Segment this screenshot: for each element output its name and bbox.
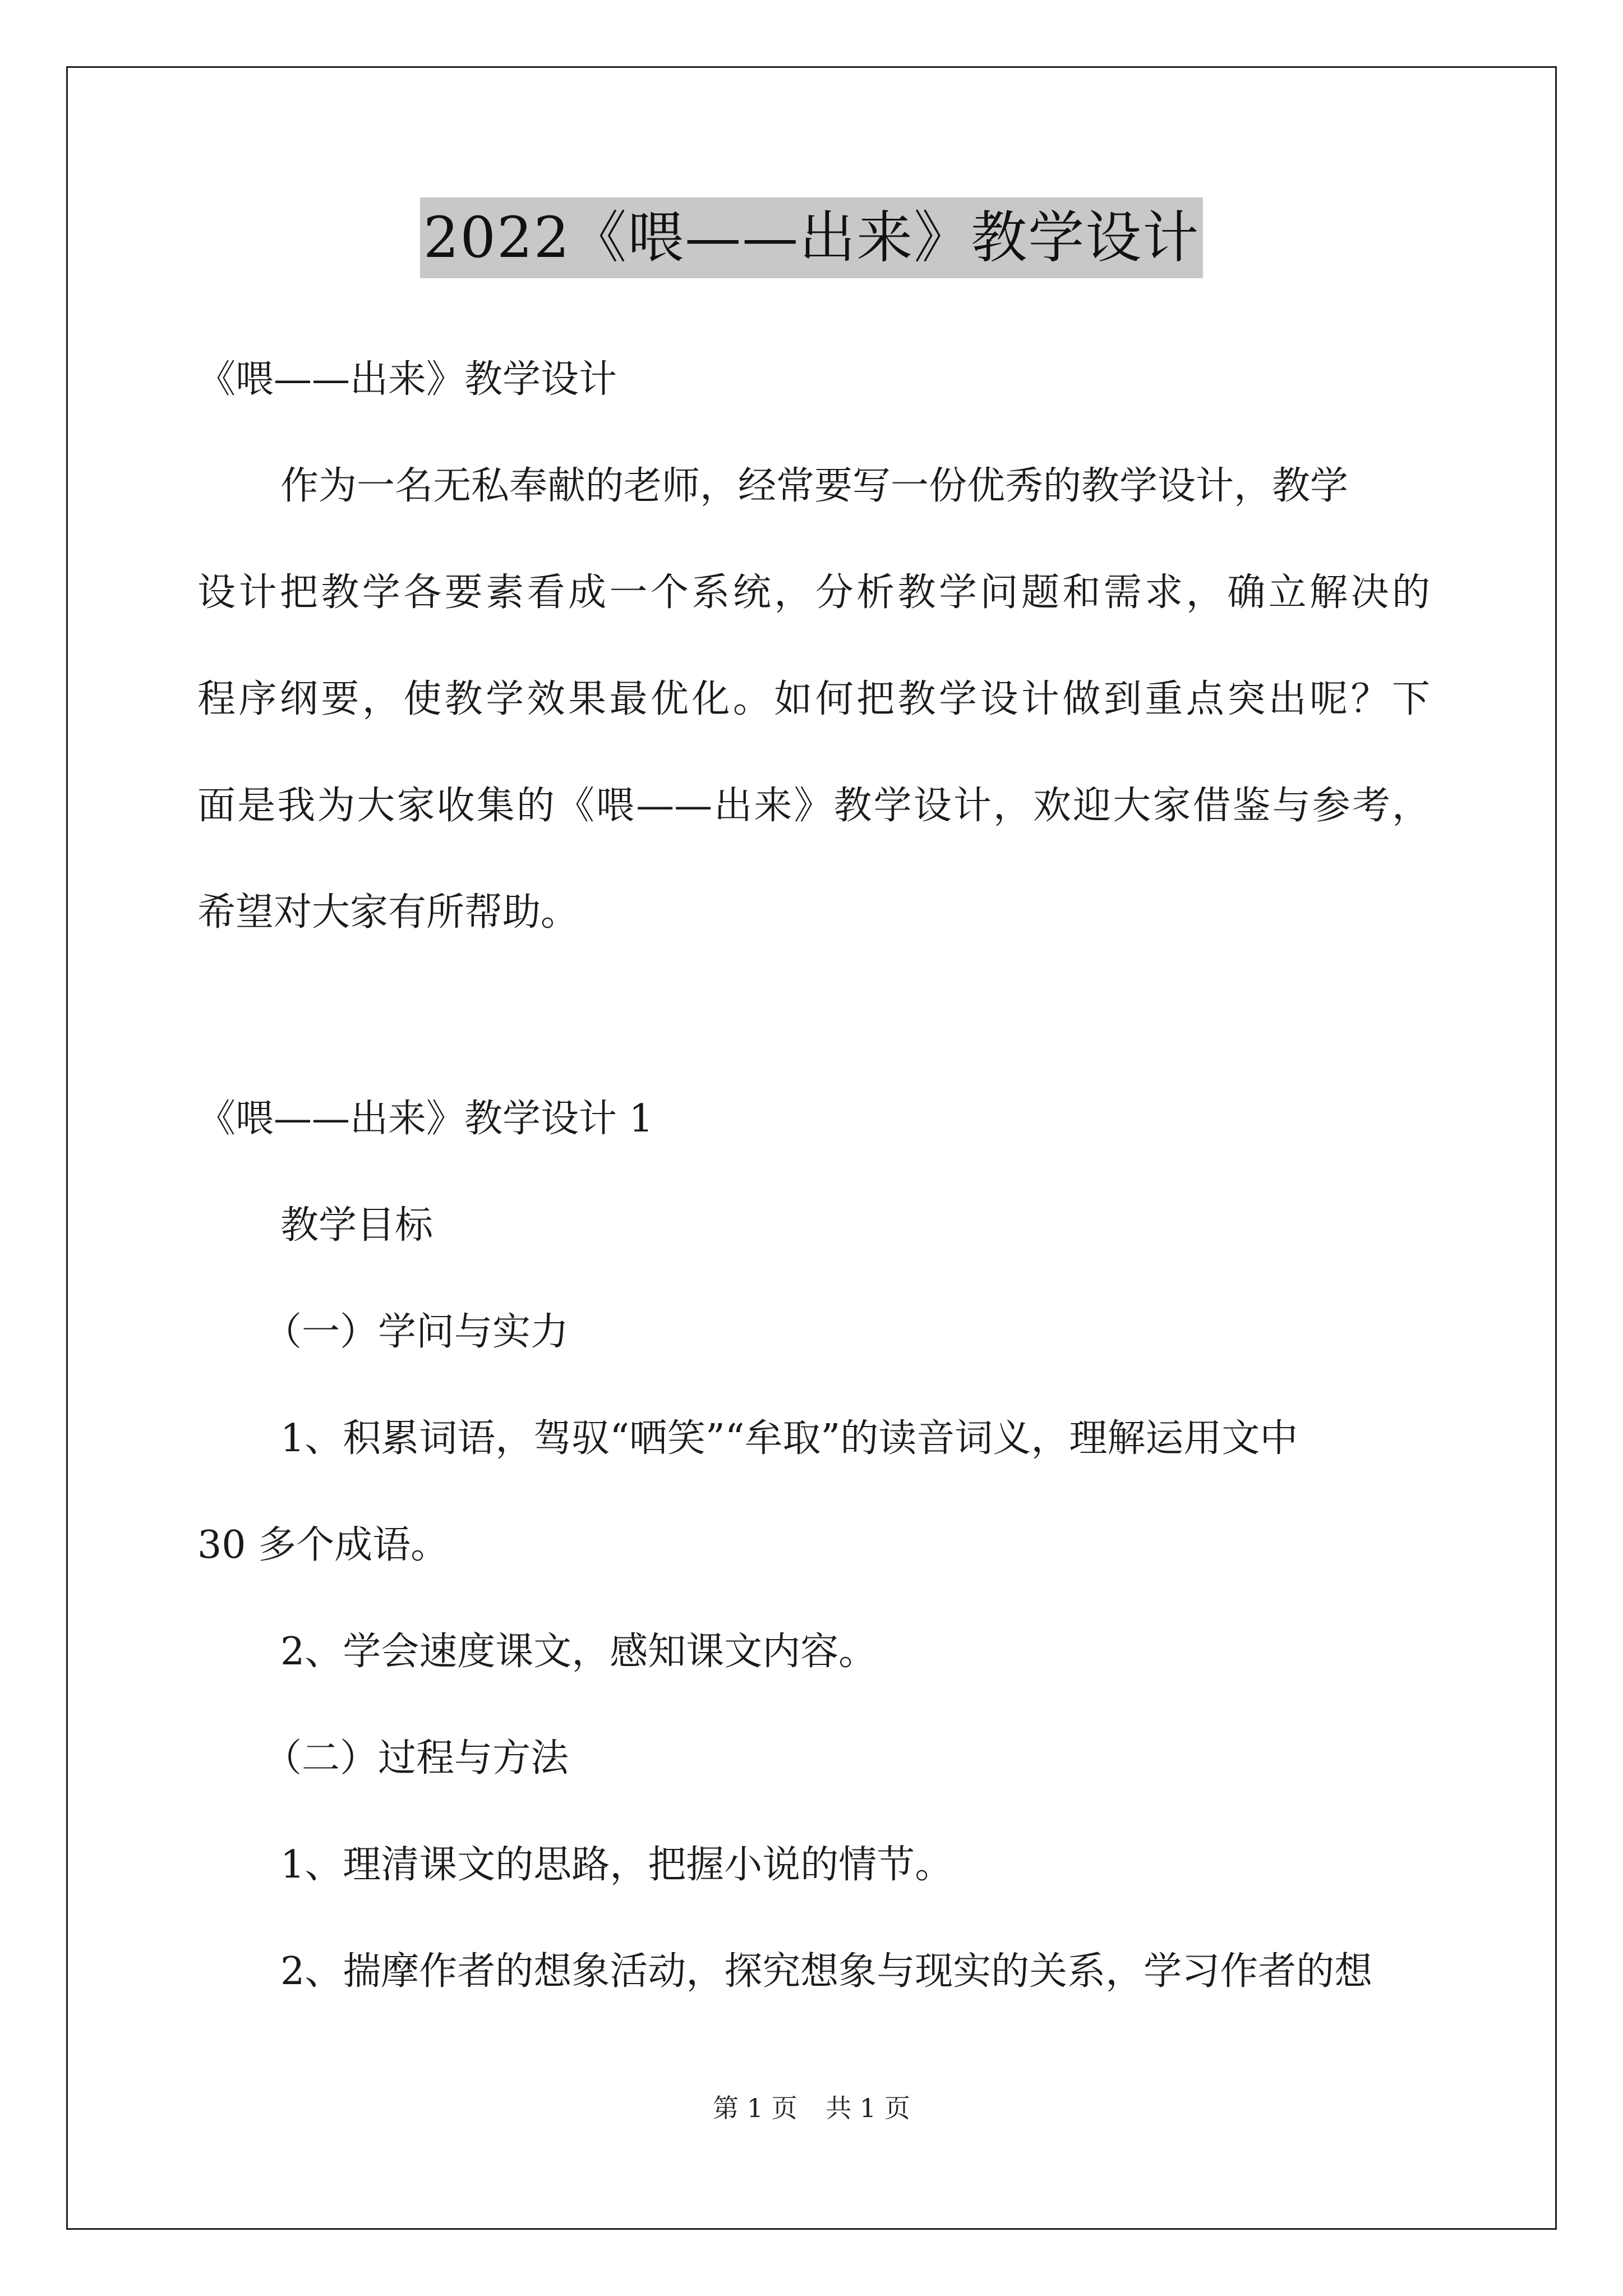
item1-line-2: 30 多个成语。 [197,1523,449,1567]
page-total: 共 1 页 [826,2093,910,2123]
section-heading: 《喂——出来》教学设计 1 [197,1097,653,1141]
intro-line-5: 希望对大家有所帮助。 [197,890,579,935]
item2: 2、学会速度课文，感知课文内容。 [280,1630,877,1674]
part2-heading: （二）过程与方法 [264,1736,569,1780]
part1-heading: （一）学问与实力 [264,1310,569,1354]
item1-line-1: 1、积累词语，驾驭“哂笑”“牟取”的读音词义，理解运用文中 [280,1416,1298,1461]
intro-line-2: 设计把教学各要素看成一个系统，分析教学问题和需求，确立解决的 [197,570,1430,615]
item3: 1、理清课文的思路，把握小说的情节。 [280,1843,953,1887]
item4-line: 2、揣摩作者的想象活动，探究想象与现实的关系，学习作者的想 [280,1949,1373,1994]
intro-line-1: 作为一名无私奉献的老师，经常要写一份优秀的教学设计，教学 [280,464,1349,508]
document-title: 2022《喂——出来》教学设计 [420,197,1204,278]
page-number: 第 1 页 [713,2093,797,2123]
intro-line-3: 程序纲要，使教学效果最优化。如何把教学设计做到重点突出呢？下 [197,677,1430,721]
intro-line-4: 面是我为大家收集的《喂——出来》教学设计，欢迎大家借鉴与参考， [197,784,1430,828]
objectives-heading: 教学目标 [280,1203,434,1248]
title-container [0,197,1623,278]
document-subtitle: 《喂——出来》教学设计 [197,357,617,402]
page-footer [0,2091,1623,2125]
